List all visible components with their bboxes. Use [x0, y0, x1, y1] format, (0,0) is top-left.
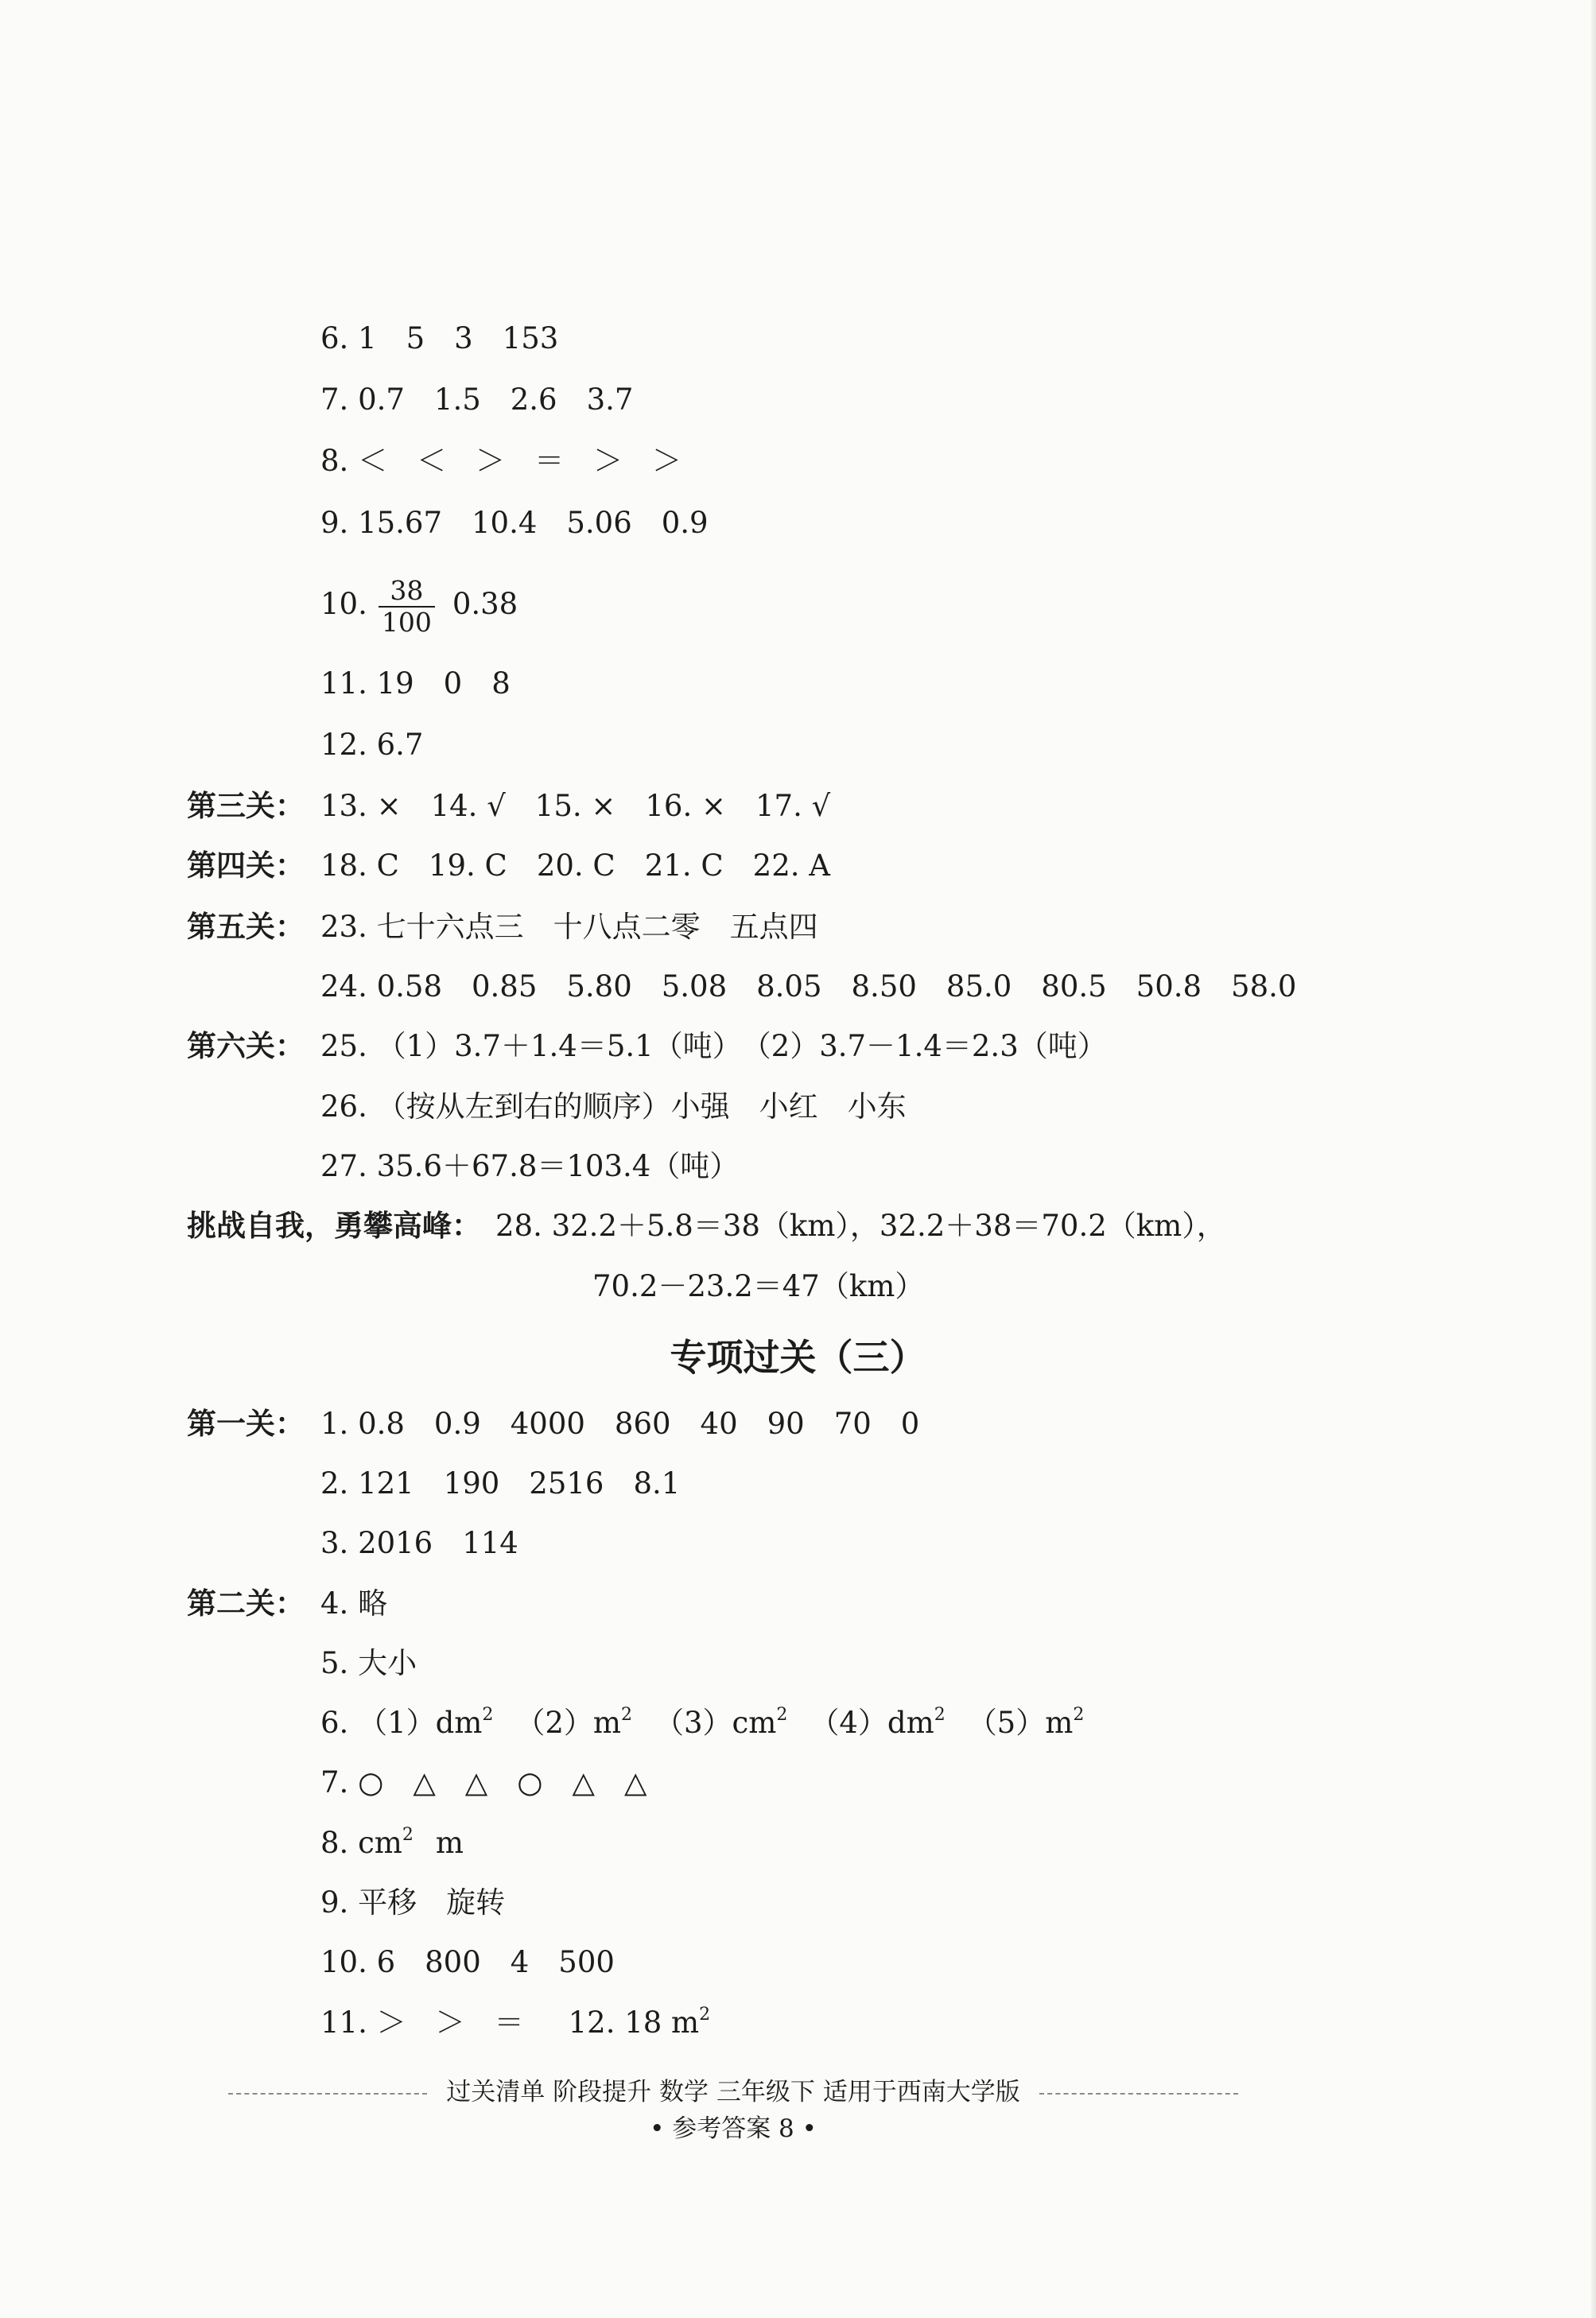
answer-text: 23. 七十六点三 十八点二零 五点四 — [320, 910, 818, 944]
answer-text: 11. ＞ ＞ ＝ — [320, 2005, 524, 2040]
answer-text: 8. cm — [320, 1826, 402, 1860]
answer-text: 4. 略 — [320, 1586, 388, 1621]
footer-divider — [228, 2093, 427, 2095]
answer-text: （3）cm — [654, 1706, 777, 1740]
answer-line-7 — [187, 376, 633, 424]
challenge-line-2 — [592, 1263, 924, 1310]
superscript: 2 — [1073, 1705, 1085, 1725]
answer-text: 6. 1 5 3 153 — [320, 321, 559, 355]
answer-text: 18. C 19. C 20. C 21. C 22. A — [320, 848, 830, 883]
answer-number: 10. — [320, 587, 367, 621]
answer-text: 5. 大小 — [320, 1646, 417, 1680]
answer-text: 70.2－23.2＝47（km） — [592, 1269, 925, 1303]
answer-text: 2. 121 190 2516 8.1 — [320, 1466, 681, 1501]
fraction-denominator: 100 — [381, 606, 432, 638]
answer-line-6b — [187, 1699, 1084, 1747]
superscript: 2 — [402, 1825, 414, 1845]
answer-line-5 — [187, 1640, 417, 1687]
answer-text: 9. 平移 旋转 — [320, 1885, 506, 1920]
answer-line-9b — [187, 1879, 505, 1927]
section-3-line — [187, 782, 830, 830]
section-4-line — [187, 842, 830, 890]
section-label: 第四关： — [187, 848, 305, 883]
answer-line-6 — [187, 315, 558, 363]
answer-text: 11. 19 0 8 — [320, 666, 511, 701]
answer-line-10b — [187, 1939, 615, 1986]
answer-text: 13. × 14. √ 15. × 16. × 17. √ — [320, 789, 831, 823]
footer — [184, 2074, 1282, 2110]
part3-section-1-line — [187, 1400, 919, 1448]
footer-divider — [1039, 2093, 1238, 2095]
superscript: 2 — [934, 1705, 946, 1725]
superscript: 2 — [776, 1705, 788, 1725]
challenge-line — [187, 1202, 1226, 1250]
answer-line-11b — [187, 1999, 710, 2047]
section-label: 第一关： — [187, 1407, 305, 1441]
fraction-numerator: 38 — [379, 576, 435, 608]
answer-line-3 — [187, 1520, 518, 1567]
answer-text: 0.38 — [452, 587, 518, 621]
answer-text: 12. 18 m — [568, 2005, 700, 2040]
footer-title: 过关清单 阶段提升 数学 三年级下 适用于西南大学版 — [446, 2078, 1020, 2106]
answer-line-7b — [187, 1759, 647, 1807]
answer-text: 12. 6.7 — [320, 728, 424, 762]
answer-line-8b — [187, 1819, 464, 1867]
answer-text: （5）m — [967, 1706, 1074, 1740]
fraction — [379, 576, 435, 638]
superscript: 2 — [621, 1705, 633, 1725]
answer-text: m — [435, 1826, 464, 1860]
section-label: 第三关： — [187, 789, 305, 823]
answer-text: 7. ○ △ △ ○ △ △ — [320, 1765, 647, 1800]
answer-line-12 — [187, 721, 423, 769]
answer-line-27 — [187, 1143, 739, 1190]
answer-text: 26. （按从左到右的顺序）小强 小红 小东 — [320, 1089, 907, 1124]
part3-section-2-line — [187, 1580, 387, 1628]
answer-text: 8. ＜ ＜ ＞ ＝ ＞ ＞ — [320, 444, 682, 478]
answer-text: 1. 0.8 0.9 4000 860 40 90 70 0 — [320, 1407, 920, 1441]
answer-text: （2）m — [515, 1706, 622, 1740]
answer-text: 28. 32.2＋5.8＝38（km），32.2＋38＝70.2（km）， — [495, 1209, 1226, 1243]
page-number: • 参考答案 8 • — [650, 2114, 817, 2143]
answer-text: 27. 35.6＋67.8＝103.4（吨） — [320, 1149, 740, 1183]
answer-line-11 — [187, 660, 511, 708]
answer-text: 3. 2016 114 — [320, 1526, 518, 1560]
superscript: 2 — [699, 2005, 711, 2025]
answer-line-8 — [187, 437, 682, 485]
answer-line-10 — [187, 573, 518, 636]
section-heading: 专项过关（三） — [670, 1336, 926, 1379]
section-label: 第六关： — [187, 1029, 305, 1063]
answer-line-24 — [187, 963, 1296, 1011]
section-6-line — [187, 1023, 1107, 1070]
answer-text: 24. 0.58 0.85 5.80 5.08 8.05 8.50 85.0 80.5 50.8 58.0 — [320, 969, 1297, 1004]
answer-text: 25. （1）3.7＋1.4＝5.1（吨） （2）3.7－1.4＝2.3（吨） — [320, 1029, 1107, 1063]
superscript: 2 — [482, 1705, 494, 1725]
section-5-line — [187, 903, 818, 951]
answer-text: （4）dm — [810, 1706, 934, 1740]
answer-line-9 — [187, 499, 709, 547]
answer-text: 10. 6 800 4 500 — [320, 1945, 615, 1979]
answer-text: 7. 0.7 1.5 2.6 3.7 — [320, 382, 634, 417]
answer-line-26 — [187, 1083, 907, 1131]
section-label: 第五关： — [187, 910, 305, 944]
page-edge-shadow — [1591, 0, 1596, 2318]
section-label: 第二关： — [187, 1586, 305, 1621]
section-label: 挑战自我，勇攀高峰： — [187, 1209, 481, 1243]
answer-text: 6. （1）dm — [320, 1706, 483, 1740]
answer-line-2 — [187, 1460, 680, 1508]
answer-text: 9. 15.67 10.4 5.06 0.9 — [320, 506, 709, 540]
